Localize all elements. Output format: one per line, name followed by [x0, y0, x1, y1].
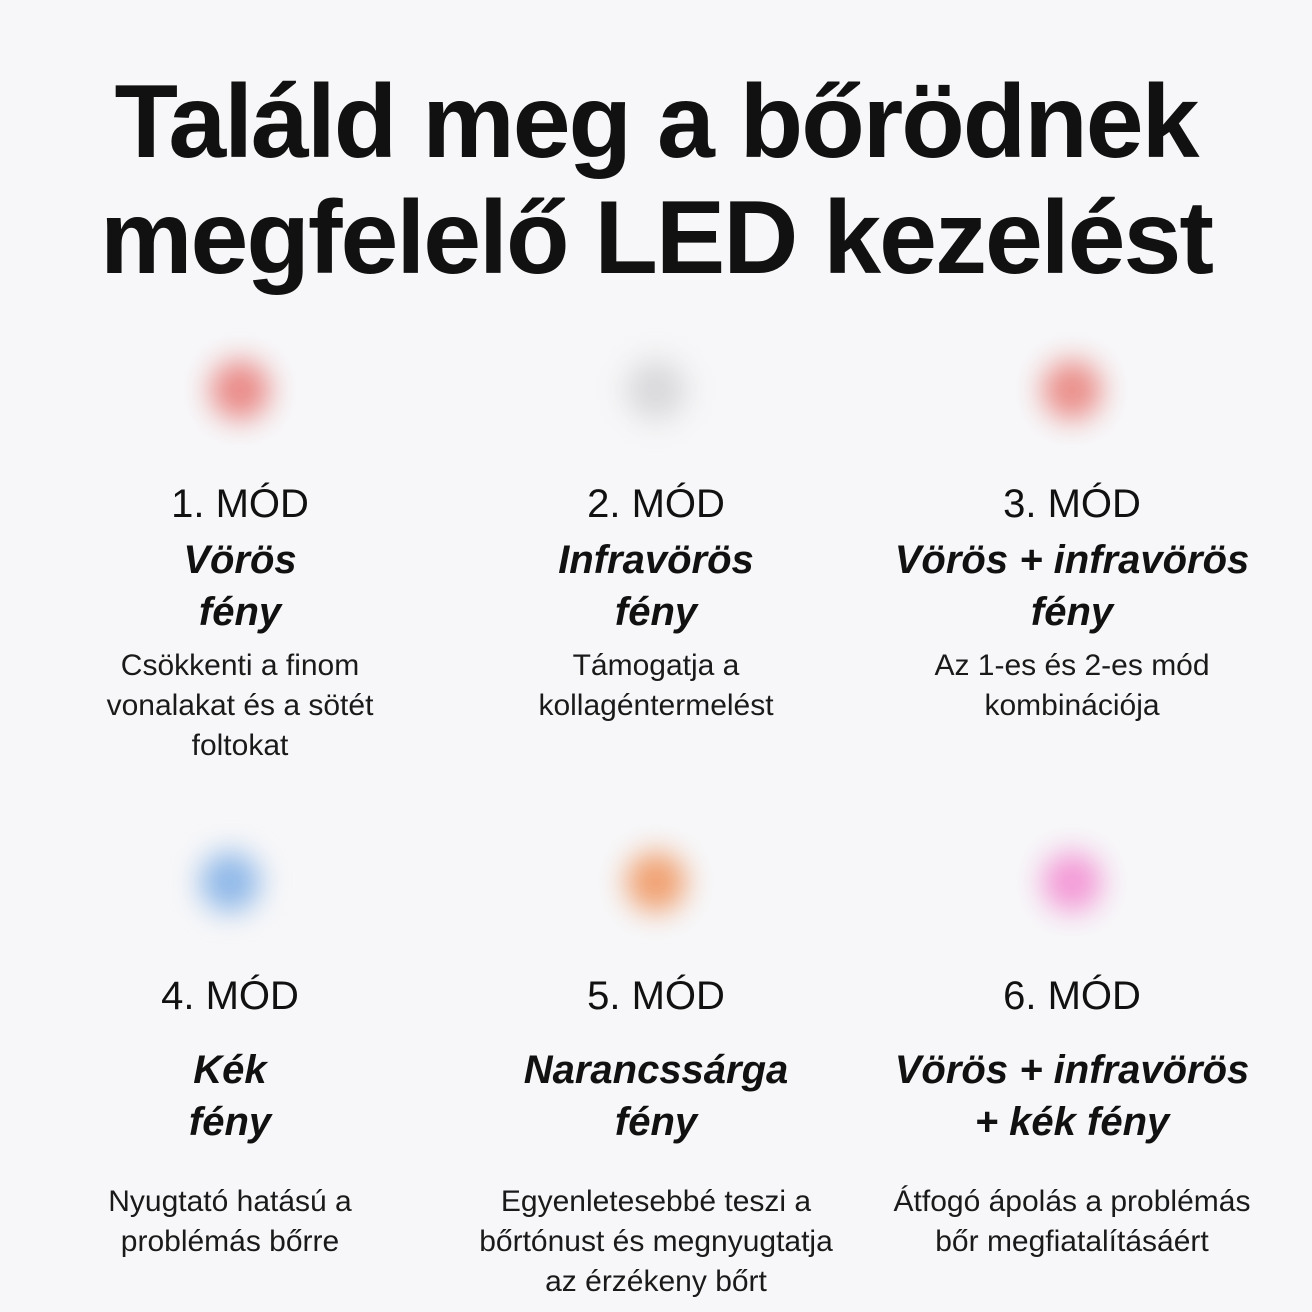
mode-4-card	[20, 852, 440, 1262]
mode-description-line: Támogatja a	[572, 649, 740, 682]
mode-label: 5. MÓD	[587, 974, 725, 1018]
mode-description-line: bőrtónust és megnyugtatja	[479, 1225, 833, 1258]
mode-name	[20, 1044, 440, 1148]
infrared-light-glow-icon	[626, 360, 686, 420]
mode-name-line: fény	[614, 590, 698, 634]
mode-5-card	[446, 852, 866, 1302]
title-line-1: Találd meg a bőrödnek	[114, 64, 1198, 180]
mode-description-line: kollagéntermelést	[538, 689, 774, 722]
mode-1-card	[30, 360, 450, 766]
mode-name-line: + kék fény	[974, 1100, 1170, 1144]
mode-name-line: Infravörös	[558, 538, 754, 582]
mode-description-line: Egyenletesebbé teszi a	[500, 1185, 812, 1218]
mode-label: 6. MÓD	[1003, 974, 1141, 1018]
title-line-2: megfelelő LED kezelést	[100, 180, 1212, 296]
mode-description-line: Nyugtató hatású a	[108, 1185, 352, 1218]
mode-description-line: problémás bőrre	[120, 1225, 340, 1258]
mode-name	[446, 534, 866, 638]
mode-description	[862, 1182, 1282, 1262]
mode-name	[862, 534, 1282, 638]
mode-label: 3. MÓD	[1003, 482, 1141, 526]
mode-name-line: fény	[188, 1100, 272, 1144]
mode-description-line: foltokat	[191, 729, 289, 762]
orange-light-glow-icon	[626, 852, 686, 912]
mode-name	[446, 1044, 866, 1148]
mode-description	[446, 646, 866, 726]
red-light-glow-icon	[210, 360, 270, 420]
mode-label: 1. MÓD	[171, 482, 309, 526]
mode-description-line: az érzékeny bőrt	[545, 1265, 767, 1298]
mode-description-line: kombinációja	[984, 689, 1160, 722]
mode-description	[446, 1182, 866, 1302]
page-title	[0, 64, 1312, 296]
mode-description-line: vonalakat és a sötét	[106, 689, 374, 722]
mode-6-card	[862, 852, 1282, 1262]
mode-name	[30, 534, 450, 638]
mode-2-card	[446, 360, 866, 726]
mode-description-line: Az 1-es és 2-es mód	[934, 649, 1210, 682]
mode-name-line: Vörös + infravörös	[894, 538, 1250, 582]
mode-name-line: fény	[614, 1100, 698, 1144]
mode-description	[20, 1182, 440, 1262]
blue-light-glow-icon	[200, 852, 260, 912]
mode-label: 2. MÓD	[587, 482, 725, 526]
mode-description-line: Csökkenti a finom	[120, 649, 360, 682]
mode-name-line: Kék	[193, 1048, 267, 1092]
mode-description-line: bőr megfiatalításáért	[935, 1225, 1209, 1258]
mode-description-line: Átfogó ápolás a problémás	[893, 1185, 1251, 1218]
mode-label: 4. MÓD	[161, 974, 299, 1018]
red-infrared-blue-light-glow-icon	[1042, 852, 1102, 912]
mode-name-line: Narancssárga	[523, 1048, 789, 1092]
mode-name-line: Vörös + infravörös	[894, 1048, 1250, 1092]
red-infrared-light-glow-icon	[1042, 360, 1102, 420]
mode-3-card	[862, 360, 1282, 726]
mode-name-line: fény	[198, 590, 282, 634]
mode-name	[862, 1044, 1282, 1148]
mode-name-line: fény	[1030, 590, 1114, 634]
mode-name-line: Vörös	[183, 538, 297, 582]
mode-description	[30, 646, 450, 766]
mode-description	[862, 646, 1282, 726]
